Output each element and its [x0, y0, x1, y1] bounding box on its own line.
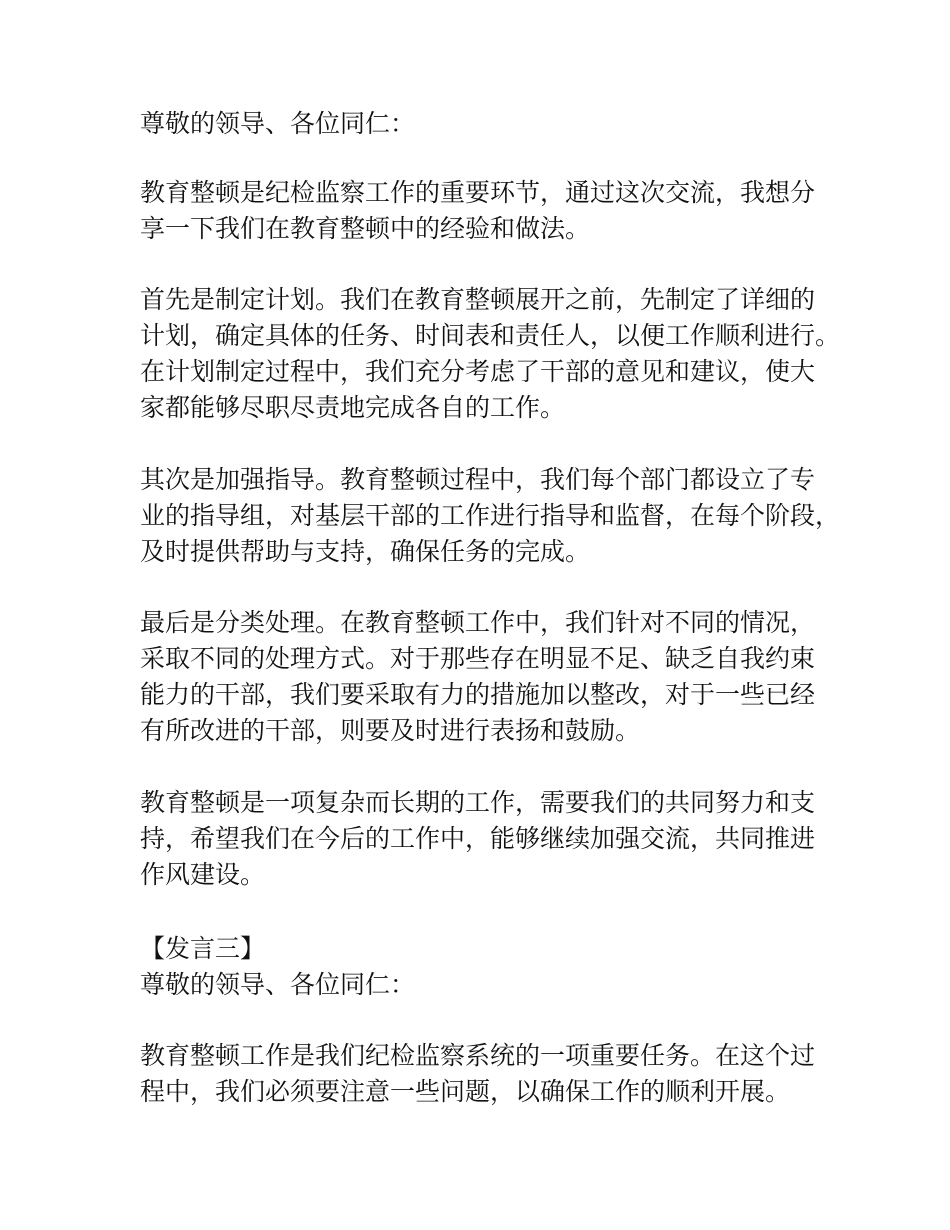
greeting-text: 尊敬的领导、各位同仁： [140, 109, 416, 138]
section-speech-three [140, 931, 830, 1003]
paragraph-line: 教育整顿是一项复杂而长期的工作，需要我们的共同努力和支 [140, 788, 816, 817]
paragraph-second [140, 462, 841, 570]
paragraph-line: 教育整顿工作是我们纪检监察系统的一项重要任务。在这个过 [140, 1041, 816, 1070]
paragraph-line: 程中，我们必须要注意一些问题，以确保工作的顺利开展。 [140, 1077, 791, 1106]
greeting [140, 106, 830, 142]
paragraph-line: 作风建设。 [140, 860, 266, 889]
paragraph-line: 及时提供帮助与支持，确保任务的完成。 [140, 537, 591, 566]
paragraph-line: 最后是分类处理。在教育整顿工作中，我们针对不同的情况， [140, 608, 816, 637]
paragraph-line: 其次是加强指导。教育整顿过程中，我们每个部门都设立了专 [140, 465, 816, 494]
paragraph-line: 在计划制定过程中，我们充分考虑了干部的意见和建议，使大 [140, 357, 816, 386]
paragraph-first [140, 282, 841, 426]
paragraph-last [140, 605, 830, 749]
greeting-text: 尊敬的领导、各位同仁： [140, 970, 416, 999]
paragraph-line: 采取不同的处理方式。对于那些存在明显不足、缺乏自我约束 [140, 644, 816, 673]
paragraph-line: 业的指导组，对基层干部的工作进行指导和监督，在每个阶段， [140, 501, 841, 530]
paragraph-line: 教育整顿是纪检监察工作的重要环节，通过这次交流，我想分 [140, 178, 816, 207]
paragraph-line: 能力的干部，我们要采取有力的措施加以整改，对于一些已经 [140, 680, 816, 709]
section-heading: 【发言三】 [140, 934, 266, 963]
paragraph-conclusion [140, 785, 830, 893]
paragraph-line: 享一下我们在教育整顿中的经验和做法。 [140, 214, 591, 243]
paragraph-intro [140, 175, 830, 247]
paragraph-speech-three [140, 1038, 830, 1110]
paragraph-line: 首先是制定计划。我们在教育整顿展开之前，先制定了详细的 [140, 285, 816, 314]
paragraph-line: 持，希望我们在今后的工作中，能够继续加强交流，共同推进 [140, 824, 816, 853]
paragraph-line: 家都能够尽职尽责地完成各自的工作。 [140, 393, 566, 422]
paragraph-line: 有所改进的干部，则要及时进行表扬和鼓励。 [140, 716, 641, 745]
paragraph-line: 计划，确定具体的任务、时间表和责任人，以便工作顺利进行。 [140, 321, 841, 350]
